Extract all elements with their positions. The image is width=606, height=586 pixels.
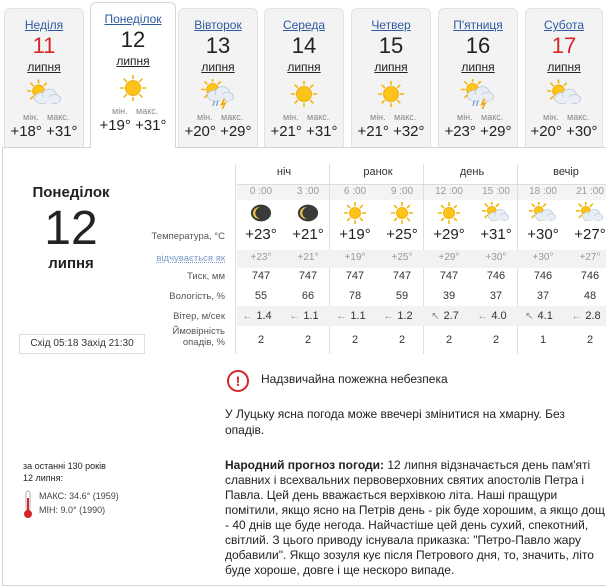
hour-label: 0 :00 [249, 186, 273, 197]
max-label: макс. [221, 112, 244, 122]
max-label: макс. [567, 112, 590, 122]
day-temps [265, 123, 343, 140]
day-temps [179, 123, 257, 140]
sun-icon [331, 202, 379, 224]
hour-label: 9 :00 [390, 186, 414, 197]
day-name[interactable]: Четвер [371, 18, 411, 32]
cell-wind [562, 310, 606, 322]
period-label: ранок [363, 166, 393, 178]
max-temp: +29° [480, 123, 512, 140]
thermometer-icon [23, 490, 33, 520]
cell-feels: +23° [250, 252, 272, 263]
fire-warning [223, 368, 603, 394]
day-number: 15 [378, 33, 404, 58]
day-month: липня [287, 60, 321, 74]
hour-label: 12 :00 [435, 186, 463, 197]
period-label: ніч [276, 166, 292, 178]
day-tab[interactable] [438, 8, 518, 148]
cell-wind [515, 310, 563, 322]
day-tab[interactable] [351, 8, 431, 148]
cell-feels: +27° [579, 252, 601, 263]
sun-cloud-icon [519, 202, 567, 224]
min-label: мін. [197, 112, 213, 122]
max-label: макс. [47, 112, 70, 122]
day-month: липня [116, 54, 150, 68]
row-label-pressure: Тиск, мм [187, 271, 225, 282]
min-temp: +21° [270, 123, 302, 140]
max-label: макс. [394, 112, 417, 122]
day-tab[interactable] [178, 8, 258, 148]
folk-title: Народний прогноз погоди: [225, 458, 384, 472]
cell-pressure: 746 [486, 270, 506, 282]
stats-date: 12 липня: [23, 473, 64, 483]
min-temp: +21° [357, 123, 389, 140]
day-temps [91, 117, 175, 134]
moon-icon [237, 202, 285, 224]
sun-cloud-icon [26, 79, 62, 109]
min-temp: +19° [99, 117, 131, 134]
cell-humidity: 37 [489, 290, 503, 302]
max-temp: +31° [135, 117, 167, 134]
cell-precip: 1 [539, 334, 547, 346]
day-month: липня [547, 60, 581, 74]
cell-wind [468, 310, 516, 322]
min-temp: +20° [184, 123, 216, 140]
sun-icon [286, 79, 322, 109]
cell-humidity: 66 [301, 290, 315, 302]
wind-speed: 1.2 [397, 310, 413, 322]
hour-label: 18 :00 [529, 186, 557, 197]
cell-precip: 2 [304, 334, 312, 346]
sun-icon [115, 73, 151, 103]
selected-weekday: Понеділок [32, 184, 110, 201]
wind-speed: 2.7 [443, 310, 459, 322]
cell-temp: +29° [433, 226, 465, 243]
cell-wind [421, 310, 469, 322]
cell-humidity: 39 [442, 290, 456, 302]
wind-speed: 2.8 [585, 310, 601, 322]
selected-day-number: 12 [44, 202, 98, 255]
selected-month: липня [48, 255, 94, 272]
cell-feels: +25° [391, 252, 413, 263]
day-name[interactable]: П'ятниця [453, 18, 503, 32]
cell-humidity: 55 [254, 290, 268, 302]
cell-feels: +30° [485, 252, 507, 263]
max-label: макс. [307, 112, 330, 122]
cell-humidity: 59 [395, 290, 409, 302]
sun-cloud-icon [546, 79, 582, 109]
sun-cloud-storm-icon [200, 79, 236, 109]
cell-pressure: 747 [392, 270, 412, 282]
cell-wind [374, 310, 422, 322]
min-temp: +23° [444, 123, 476, 140]
row-label-feels: відчувається як [156, 253, 225, 264]
warning-icon: ! [227, 370, 249, 392]
min-label: мін. [543, 112, 559, 122]
sun-cloud-icon [472, 202, 520, 224]
cell-precip: 2 [351, 334, 359, 346]
day-temps [526, 123, 602, 140]
stats-min: МІН: 9.0° (1990) [39, 505, 106, 515]
cell-wind [280, 310, 328, 322]
day-tab[interactable] [4, 8, 84, 148]
day-month: липня [374, 60, 408, 74]
cell-precip: 2 [492, 334, 500, 346]
day-tab[interactable] [525, 8, 603, 148]
cell-pressure: 747 [298, 270, 318, 282]
warning-text: Надзвичайна пожежна небезпека [261, 372, 448, 386]
cell-temp: +25° [386, 226, 418, 243]
cell-temp: +19° [339, 226, 371, 243]
cell-temp: +31° [480, 226, 512, 243]
min-label: мін. [370, 112, 386, 122]
wind-speed: 4.1 [537, 310, 553, 322]
max-temp: +32° [393, 123, 425, 140]
wind-direction: ← [289, 311, 300, 322]
folk-forecast [225, 458, 605, 578]
day-number: 16 [465, 33, 491, 58]
cell-temp: +27° [574, 226, 606, 243]
min-temp: +18° [10, 123, 42, 140]
cell-pressure: 746 [533, 270, 553, 282]
cell-precip: 2 [398, 334, 406, 346]
min-label: мін. [112, 106, 128, 116]
day-number: 14 [291, 33, 317, 58]
period-label: день [459, 166, 485, 178]
cell-precip: 2 [445, 334, 453, 346]
period-label: вечір [553, 166, 579, 178]
cell-humidity: 48 [583, 290, 597, 302]
day-tab[interactable] [264, 8, 344, 148]
cell-pressure: 747 [345, 270, 365, 282]
day-month: липня [201, 60, 235, 74]
cell-precip: 2 [586, 334, 594, 346]
wind-speed: 1.1 [350, 310, 366, 322]
wind-direction: ↖ [525, 311, 534, 322]
hour-label: 6 :00 [343, 186, 367, 197]
precip-label-2: опадів, % [182, 337, 225, 348]
cell-wind [327, 310, 375, 322]
cell-humidity: 78 [348, 290, 362, 302]
day-number: 11 [32, 33, 56, 58]
cell-pressure: 747 [439, 270, 459, 282]
cell-feels: +30° [532, 252, 554, 263]
max-temp: +31° [306, 123, 338, 140]
selected-day [11, 184, 131, 272]
row-label-temp: Температура, °C [151, 231, 225, 242]
hour-label: 21 :00 [576, 186, 604, 197]
max-label: макс. [481, 112, 504, 122]
max-label: макс. [136, 106, 159, 116]
max-temp: +29° [220, 123, 252, 140]
sun-icon [378, 202, 426, 224]
day-tabs [0, 0, 606, 148]
wind-direction: ← [383, 311, 394, 322]
min-label: мін. [283, 112, 299, 122]
day-number: 17 [551, 33, 577, 58]
wind-speed: 1.1 [303, 310, 319, 322]
max-temp: +30° [566, 123, 598, 140]
row-label-wind: Вітер, м/сек [173, 311, 225, 322]
min-label: мін. [457, 112, 473, 122]
row-label-humidity: Вологість, % [169, 291, 225, 302]
wind-speed: 4.0 [491, 310, 507, 322]
cell-precip: 2 [257, 334, 265, 346]
day-detail-panel [2, 147, 606, 586]
sun-icon [425, 202, 473, 224]
cell-feels: +29° [438, 252, 460, 263]
period-divider [235, 164, 236, 354]
wind-direction: ↖ [431, 311, 440, 322]
wind-direction: ← [477, 311, 488, 322]
day-name[interactable]: Понеділок [104, 12, 162, 26]
wind-speed: 1.4 [256, 310, 272, 322]
stats-period: за останні 130 років [23, 461, 106, 471]
wind-direction: ← [571, 311, 582, 322]
day-temps [352, 123, 430, 140]
day-name[interactable]: Субота [543, 18, 585, 32]
cell-pressure: 746 [580, 270, 600, 282]
cell-temp: +23° [245, 226, 277, 243]
sun-cloud-storm-icon [460, 79, 496, 109]
cell-feels: +19° [344, 252, 366, 263]
day-month: липня [27, 60, 61, 74]
day-number: 12 [120, 27, 146, 52]
cell-humidity: 37 [536, 290, 550, 302]
cell-temp: +21° [292, 226, 324, 243]
wind-direction: ← [242, 311, 253, 322]
day-number: 13 [205, 33, 231, 58]
stats-max: МАКС: 34.6° (1959) [39, 491, 119, 501]
day-month: липня [461, 60, 495, 74]
sun-icon [373, 79, 409, 109]
cell-temp: +30° [527, 226, 559, 243]
min-temp: +20° [530, 123, 562, 140]
min-label: мін. [23, 112, 39, 122]
day-temps [439, 123, 517, 140]
historic-stats [23, 460, 153, 515]
cell-feels: +21° [297, 252, 319, 263]
day-name[interactable]: Неділя [24, 18, 64, 32]
weather-description: У Луцьку ясна погода може ввечері змінитися на хмарну. Без опадів. [225, 407, 565, 437]
day-name[interactable]: Середа [282, 18, 326, 32]
max-temp: +31° [46, 123, 78, 140]
moon-icon [284, 202, 332, 224]
sun-cloud-icon [566, 202, 606, 224]
day-temps [5, 123, 83, 140]
day-tab[interactable] [90, 2, 176, 148]
folk-text: 12 липня відзначається день пам'яті славних і всехвальних первоверховних святих апостолів Петра і Павла. Цей день вважається верхівкою літа. Наші пращури помітили, якщо ясно на Петрів день - рік буде хорошим, а якщо дощ - 40 днів ще буде негода. Найчастіше цей день сухий, спекотний, світлий. З цього приводу існувала приказка: "Петро-Павло жару добавили". Якщо зозуля кує після Петрового дня, то, значить, літо буде хороше, довге і ще нескоро випаде. [225, 458, 605, 577]
cell-wind [233, 310, 281, 322]
period-underline [237, 184, 606, 185]
row-label-precip [141, 326, 225, 348]
hour-label: 15 :00 [482, 186, 510, 197]
sunrise-sunset: Схід 05:18 Захід 21:30 [19, 334, 145, 354]
precip-label-1: Ймовірність [172, 326, 225, 337]
hour-label: 3 :00 [296, 186, 320, 197]
day-name[interactable]: Вівторок [194, 18, 242, 32]
cell-pressure: 747 [251, 270, 271, 282]
wind-direction: ← [336, 311, 347, 322]
